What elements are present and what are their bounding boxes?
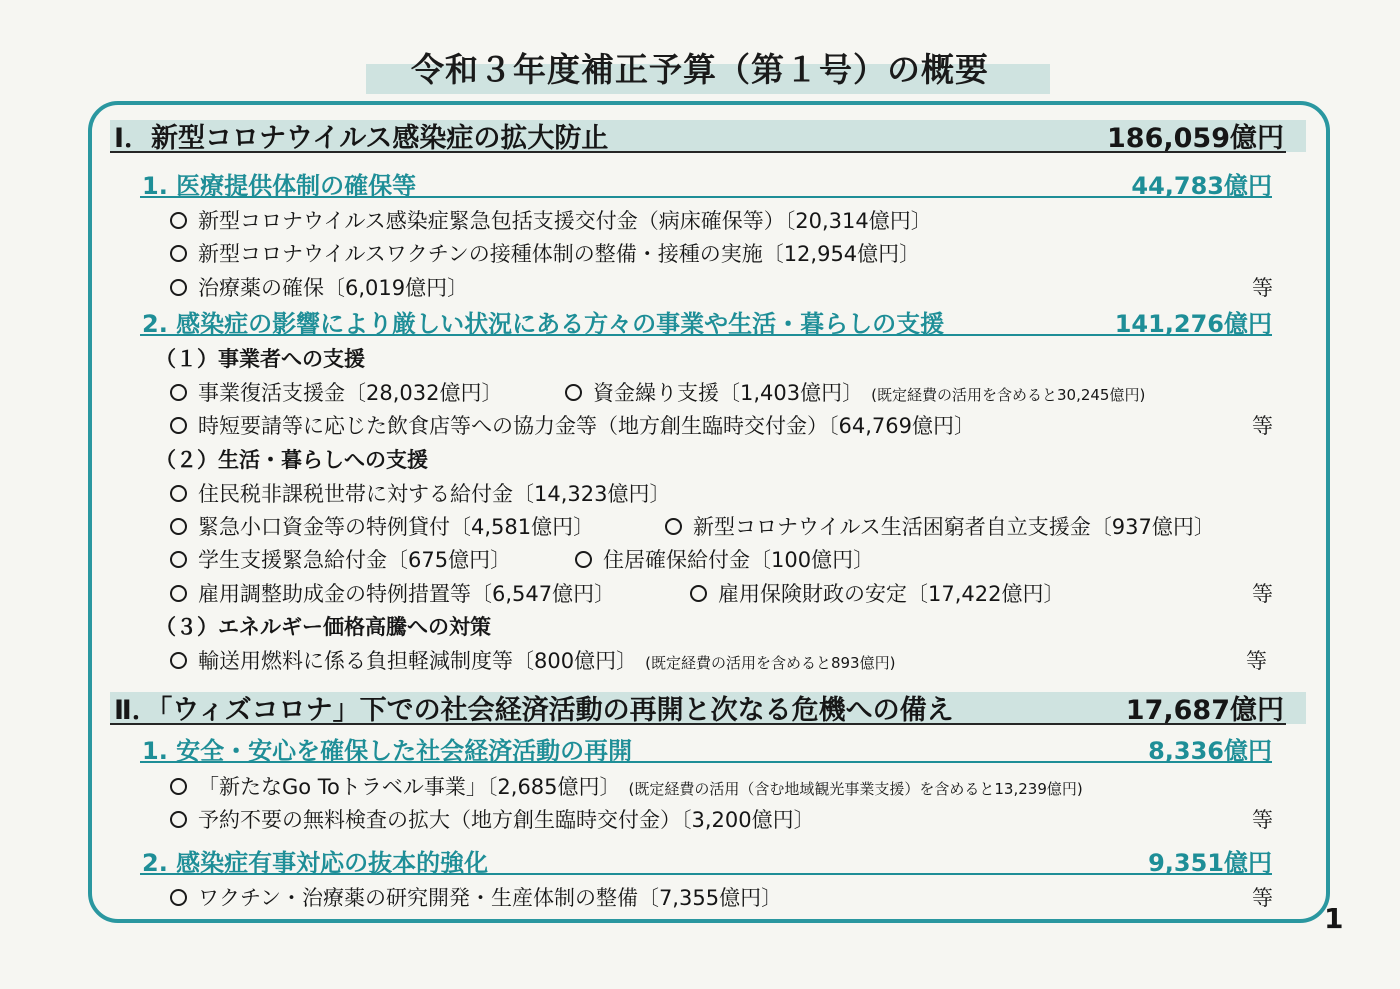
list-item <box>690 578 1064 608</box>
section-1-underline <box>110 151 1286 153</box>
circle-bullet-icon <box>170 279 187 296</box>
circle-bullet-icon <box>565 384 582 401</box>
category-3-title: （３）エネルギー価格高騰への対策 <box>155 615 491 639</box>
subsection-1-2-title: 2. 感染症の影響により厳しい状況にある方々の事業や生活・暮らしの支援 <box>142 310 945 338</box>
section-2-title: Ⅱ．「ウィズコロナ」下での社会経済活動の再開と次なる危機への備え <box>114 695 954 726</box>
list-item <box>575 544 874 574</box>
item-note: (既定経費の活用を含めると893億円) <box>645 654 896 672</box>
subsection-2-2-underline <box>140 873 1272 875</box>
item-text: 雇用調整助成金の特例措置等〔6,547億円〕 <box>198 582 616 606</box>
circle-bullet-icon <box>170 585 187 602</box>
subsection-2-1-amount: 8,336億円 <box>1148 737 1272 765</box>
list-item <box>170 804 815 834</box>
list-item <box>565 377 1145 407</box>
item-note: (既定経費の活用（含む地域観光事業支援）を含めると13,239億円) <box>628 780 1083 798</box>
etc-label: 等 <box>1252 808 1273 832</box>
item-text: 時短要請等に応じた飲食店等への協力金等（地方創生臨時交付金）〔64,769億円〕 <box>198 414 975 438</box>
item-text: 資金繰り支援〔1,403億円〕 <box>593 381 864 405</box>
page-title: 令和３年度補正予算（第１号）の概要 <box>411 50 989 89</box>
list-item <box>170 771 1083 801</box>
subsection-2-1-title: 1. 安全・安心を確保した社会経済活動の再開 <box>142 737 633 765</box>
circle-bullet-icon <box>170 518 187 535</box>
circle-bullet-icon <box>170 811 187 828</box>
list-item <box>665 511 1215 541</box>
list-item <box>170 377 502 407</box>
subsection-2-1-underline <box>140 761 1272 763</box>
etc-label: 等 <box>1252 582 1273 606</box>
item-text: 「新たなGo Toトラベル事業」〔2,685億円〕 <box>198 775 621 799</box>
item-note: (既定経費の活用を含めると30,245億円) <box>871 386 1146 404</box>
subsection-1-1-underline <box>140 196 1272 198</box>
item-text: 緊急小口資金等の特例貸付〔4,581億円〕 <box>198 515 595 539</box>
item-text: 新型コロナウイルス生活困窮者自立支援金〔937億円〕 <box>693 515 1215 539</box>
circle-bullet-icon <box>690 585 707 602</box>
subsection-1-1-title: 1. 医療提供体制の確保等 <box>142 172 417 200</box>
page-number: 1 <box>1324 902 1344 935</box>
subsection-2-2-title: 2. 感染症有事対応の抜本的強化 <box>142 849 489 877</box>
list-item <box>170 205 932 235</box>
circle-bullet-icon <box>170 417 187 434</box>
list-item <box>170 645 895 675</box>
subsection-1-1-amount: 44,783億円 <box>1131 172 1272 200</box>
item-text: 住民税非課税世帯に対する給付金〔14,323億円〕 <box>198 482 671 506</box>
item-text: 予約不要の無料検査の拡大（地方創生臨時交付金）〔3,200億円〕 <box>198 808 815 832</box>
etc-label: 等 <box>1252 414 1273 438</box>
item-text: 事業復活支援金〔28,032億円〕 <box>198 381 503 405</box>
circle-bullet-icon <box>170 384 187 401</box>
etc-label: 等 <box>1252 886 1273 910</box>
circle-bullet-icon <box>170 889 187 906</box>
item-text: 学生支援緊急給付金〔675億円〕 <box>198 548 512 572</box>
section-2-underline <box>110 723 1286 725</box>
item-text: 新型コロナウイルスワクチンの接種体制の整備・接種の実施〔12,954億円〕 <box>198 242 921 266</box>
item-text: 治療薬の確保〔6,019億円〕 <box>198 276 469 300</box>
subsection-2-2-amount: 9,351億円 <box>1148 849 1272 877</box>
list-item <box>170 410 975 440</box>
circle-bullet-icon <box>170 245 187 262</box>
item-text: 新型コロナウイルス感染症緊急包括支援交付金（病床確保等）〔20,314億円〕 <box>198 209 932 233</box>
item-text: 住居確保給付金〔100億円〕 <box>603 548 875 572</box>
section-2-amount: 17,687億円 <box>1125 695 1284 726</box>
list-item <box>170 511 594 541</box>
circle-bullet-icon <box>575 551 592 568</box>
list-item <box>170 272 468 302</box>
section-1-title: Ⅰ．新型コロナウイルス感染症の拡大防止 <box>114 123 609 154</box>
circle-bullet-icon <box>665 518 682 535</box>
category-2-title: （２）生活・暮らしへの支援 <box>155 448 428 472</box>
list-item <box>170 238 920 268</box>
list-item <box>170 578 615 608</box>
list-item <box>170 478 670 508</box>
etc-label: 等 <box>1252 276 1273 300</box>
subsection-1-2-amount: 141,276億円 <box>1114 310 1272 338</box>
category-1-title: （１）事業者への支援 <box>155 347 365 371</box>
list-item <box>170 882 782 912</box>
item-text: 雇用保険財政の安定〔17,422億円〕 <box>718 582 1065 606</box>
item-text: ワクチン・治療薬の研究開発・生産体制の整備〔7,355億円〕 <box>198 886 783 910</box>
subsection-1-2-underline <box>140 334 1272 336</box>
item-text: 輸送用燃料に係る負担軽減制度等〔800億円〕 <box>198 649 638 673</box>
etc-label: 等 <box>1246 649 1267 673</box>
circle-bullet-icon <box>170 485 187 502</box>
circle-bullet-icon <box>170 778 187 795</box>
list-item <box>170 544 511 574</box>
circle-bullet-icon <box>170 652 187 669</box>
circle-bullet-icon <box>170 212 187 229</box>
section-1-amount: 186,059億円 <box>1107 123 1284 154</box>
circle-bullet-icon <box>170 551 187 568</box>
